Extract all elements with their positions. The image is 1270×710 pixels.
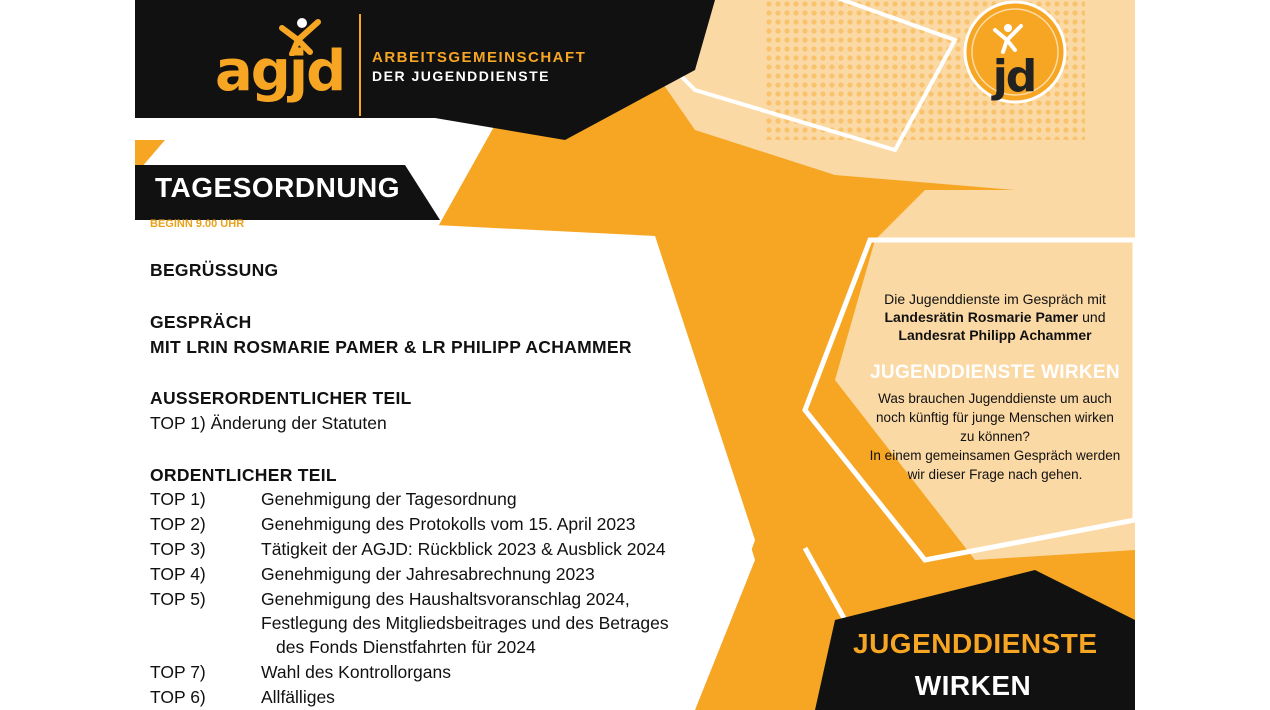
list-item: TOP 5) Genehmigung des Haushaltsvoranschlag 2024, <box>150 589 630 609</box>
list-item: TOP 4) Genehmigung der Jahresabrechnung 2023 <box>150 564 595 584</box>
talk-intro: Die Jugenddienste im Gespräch mit <box>884 291 1106 307</box>
list-item: TOP 2) Genehmigung des Protokolls vom 15. April 2023 <box>150 514 636 534</box>
agenda-extra-heading: AUSSERORDENTLICHER TEIL <box>150 388 412 408</box>
logo-divider <box>359 14 361 116</box>
page-title: TAGESORDNUNG <box>155 172 401 203</box>
logo-figure-icon <box>276 16 326 56</box>
talk-guest-line: Landesrätin Rosmarie Pamer und <box>884 309 1106 325</box>
agenda-talk-guests: MIT LRIN ROSMARIE PAMER & LR PHILIPP ACHAMMER <box>150 337 632 357</box>
emblem-text: jd <box>992 51 1036 102</box>
logo-wordmark: agjd <box>215 39 345 104</box>
agenda-extra-item: TOP 1) Änderung der Statuten <box>150 413 387 433</box>
talk-info <box>850 290 1135 344</box>
guest-2: Landesrat Philipp Achammer <box>898 327 1092 343</box>
info-text: Was brauchen Jugenddienste um auch noch künftig für junge Menschen wirken zu können? In einem gemeinsamen Gespräch werden wir dieser Frage nach gehen. <box>869 391 1121 482</box>
start-time: BEGINN 9.00 UHR <box>150 218 245 230</box>
flyer <box>135 0 1135 710</box>
agenda-welcome: BEGRÜSSUNG <box>150 260 279 280</box>
banner-line2: WIRKEN <box>914 670 1032 701</box>
list-item: TOP 7) Wahl des Kontrollorgans <box>150 662 452 682</box>
list-item: des Fonds Dienstfahrten für 2024 <box>276 637 536 657</box>
banner-line1: JUGENDDIENSTE <box>853 628 1098 659</box>
agenda-regular-heading: ORDENTLICHER TEIL <box>150 465 337 485</box>
org-name-line2: DER JUGENDDIENSTE <box>372 68 550 84</box>
list-item: TOP 1) Genehmigung der Tagesordnung <box>150 489 517 509</box>
agenda-talk-heading: GESPRÄCH <box>150 312 252 332</box>
list-item: Festlegung des Mitgliedsbeitrages und des Betrages <box>261 613 669 633</box>
list-item: TOP 3) Tätigkeit der AGJD: Rückblick 2023 & Ausblick 2024 <box>150 539 666 559</box>
list-item: TOP 6) Allfälliges <box>150 687 335 707</box>
info-heading: JUGENDDIENSTE WIRKEN <box>870 362 1120 383</box>
guest-1: Landesrätin Rosmarie Pamer <box>884 309 1079 325</box>
org-name-line1: ARBEITSGEMEINSCHAFT <box>372 49 587 66</box>
